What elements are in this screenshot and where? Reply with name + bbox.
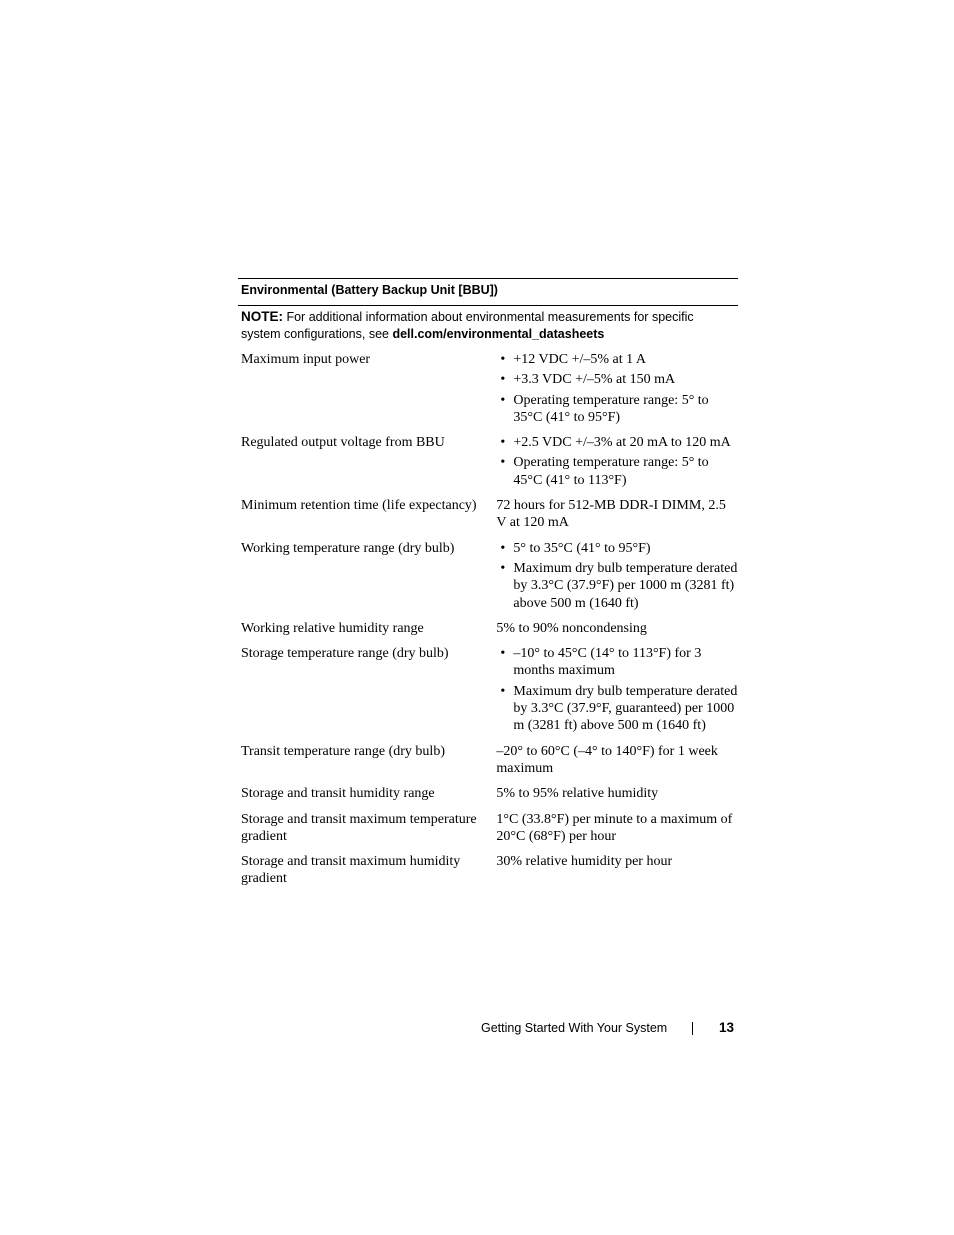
bullet-icon: •	[500, 352, 506, 367]
spec-bullet-item	[496, 371, 738, 388]
spec-label: Storage and transit maximum temperature gradient	[241, 811, 477, 844]
spec-block	[238, 278, 738, 896]
note-link: dell.com/environmental_datasheets	[392, 327, 605, 341]
bullet-icon: •	[500, 392, 506, 408]
spec-row	[238, 497, 738, 540]
spec-label: Regulated output voltage from BBU	[241, 435, 445, 451]
spec-value: –20° to 60°C (–4° to 140°F) for 1 week maximum	[496, 743, 718, 776]
footer-separator	[692, 1022, 693, 1035]
spec-bullet-item	[496, 454, 738, 489]
spec-bullet-text: +12 VDC +/–5% at 1 A	[513, 352, 646, 367]
spec-bullet-item	[496, 540, 738, 557]
spec-label: Minimum retention time (life expectancy)	[241, 498, 477, 514]
spec-row	[238, 853, 738, 896]
spec-bullet-text: 5° to 35°C (41° to 95°F)	[513, 540, 651, 556]
spec-table	[238, 351, 738, 896]
spec-bullet-list	[496, 434, 738, 489]
bullet-icon: •	[500, 372, 506, 388]
page-number: 13	[718, 1020, 734, 1035]
spec-value	[496, 434, 738, 497]
spec-row	[238, 811, 738, 854]
spec-value	[496, 645, 738, 742]
spec-row	[238, 645, 738, 742]
spec-label: Working relative humidity range	[241, 620, 424, 636]
note-label: NOTE:	[241, 309, 283, 324]
spec-bullet-item	[496, 560, 738, 612]
bullet-icon: •	[500, 560, 506, 576]
spec-bullet-text: –10° to 45°C (14° to 113°F) for 3 months maximum	[513, 646, 702, 679]
spec-value: 72 hours for 512-MB DDR-I DIMM, 2.5 V at 120 mA	[496, 498, 726, 531]
spec-bullet-item	[496, 434, 738, 451]
spec-value	[496, 540, 738, 620]
spec-bullet-item	[496, 683, 738, 735]
bullet-icon: •	[500, 683, 506, 699]
spec-label: Storage temperature range (dry bulb)	[241, 646, 449, 662]
spec-row	[238, 785, 738, 810]
spec-bullet-text: Operating temperature range: 5° to 45°C (41° to 113°F)	[513, 455, 709, 488]
spec-bullet-list	[496, 540, 738, 612]
spec-bullet-text: +2.5 VDC +/–3% at 20 mA to 120 mA	[513, 435, 731, 451]
spec-label: Working temperature range (dry bulb)	[241, 540, 455, 556]
footer-title: Getting Started With Your System	[481, 1021, 668, 1035]
note-text: For additional information about environmental measurements for specific system configurations, see	[241, 310, 694, 341]
spec-row	[238, 540, 738, 620]
spec-table-body	[238, 351, 738, 896]
bullet-icon: •	[500, 455, 506, 471]
spec-label: Storage and transit maximum humidity gradient	[241, 854, 461, 887]
spec-value: 30% relative humidity per hour	[496, 854, 673, 870]
bullet-icon: •	[500, 435, 506, 451]
spec-value: 1°C (33.8°F) per minute to a maximum of 20°C (68°F) per hour	[496, 811, 733, 844]
spec-bullet-item	[496, 392, 738, 427]
bullet-icon: •	[500, 646, 506, 662]
bullet-icon: •	[500, 540, 506, 556]
note	[238, 306, 738, 343]
spec-bullet-list	[496, 645, 738, 734]
spec-label: Storage and transit humidity range	[241, 786, 435, 802]
spec-bullet-text: Operating temperature range: 5° to 35°C (41° to 95°F)	[513, 392, 709, 425]
spec-row	[238, 351, 738, 434]
spec-bullet-item	[496, 351, 738, 368]
spec-label: Transit temperature range (dry bulb)	[241, 743, 445, 759]
spec-bullet-item	[496, 645, 738, 680]
spec-value	[496, 351, 738, 434]
page-footer	[480, 1019, 736, 1039]
spec-row	[238, 743, 738, 786]
spec-bullet-text: +3.3 VDC +/–5% at 150 mA	[513, 372, 676, 388]
spec-bullet-list	[496, 351, 738, 426]
spec-bullet-text: Maximum dry bulb temperature derated by 3.3°C (37.9°F) per 1000 m (3281 ft) above 500 m (1640 ft)	[513, 560, 738, 611]
spec-label: Maximum input power	[241, 352, 371, 367]
spec-value: 5% to 95% relative humidity	[496, 786, 659, 802]
spec-value: 5% to 90% noncondensing	[496, 620, 647, 636]
spec-row	[238, 620, 738, 645]
section-title: Environmental (Battery Backup Unit [BBU])	[238, 278, 738, 306]
spec-bullet-text: Maximum dry bulb temperature derated by 3.3°C (37.9°F, guaranteed) per 1000 m (3281 ft) above 500 m (1640 ft)	[513, 683, 738, 734]
spec-row	[238, 434, 738, 497]
